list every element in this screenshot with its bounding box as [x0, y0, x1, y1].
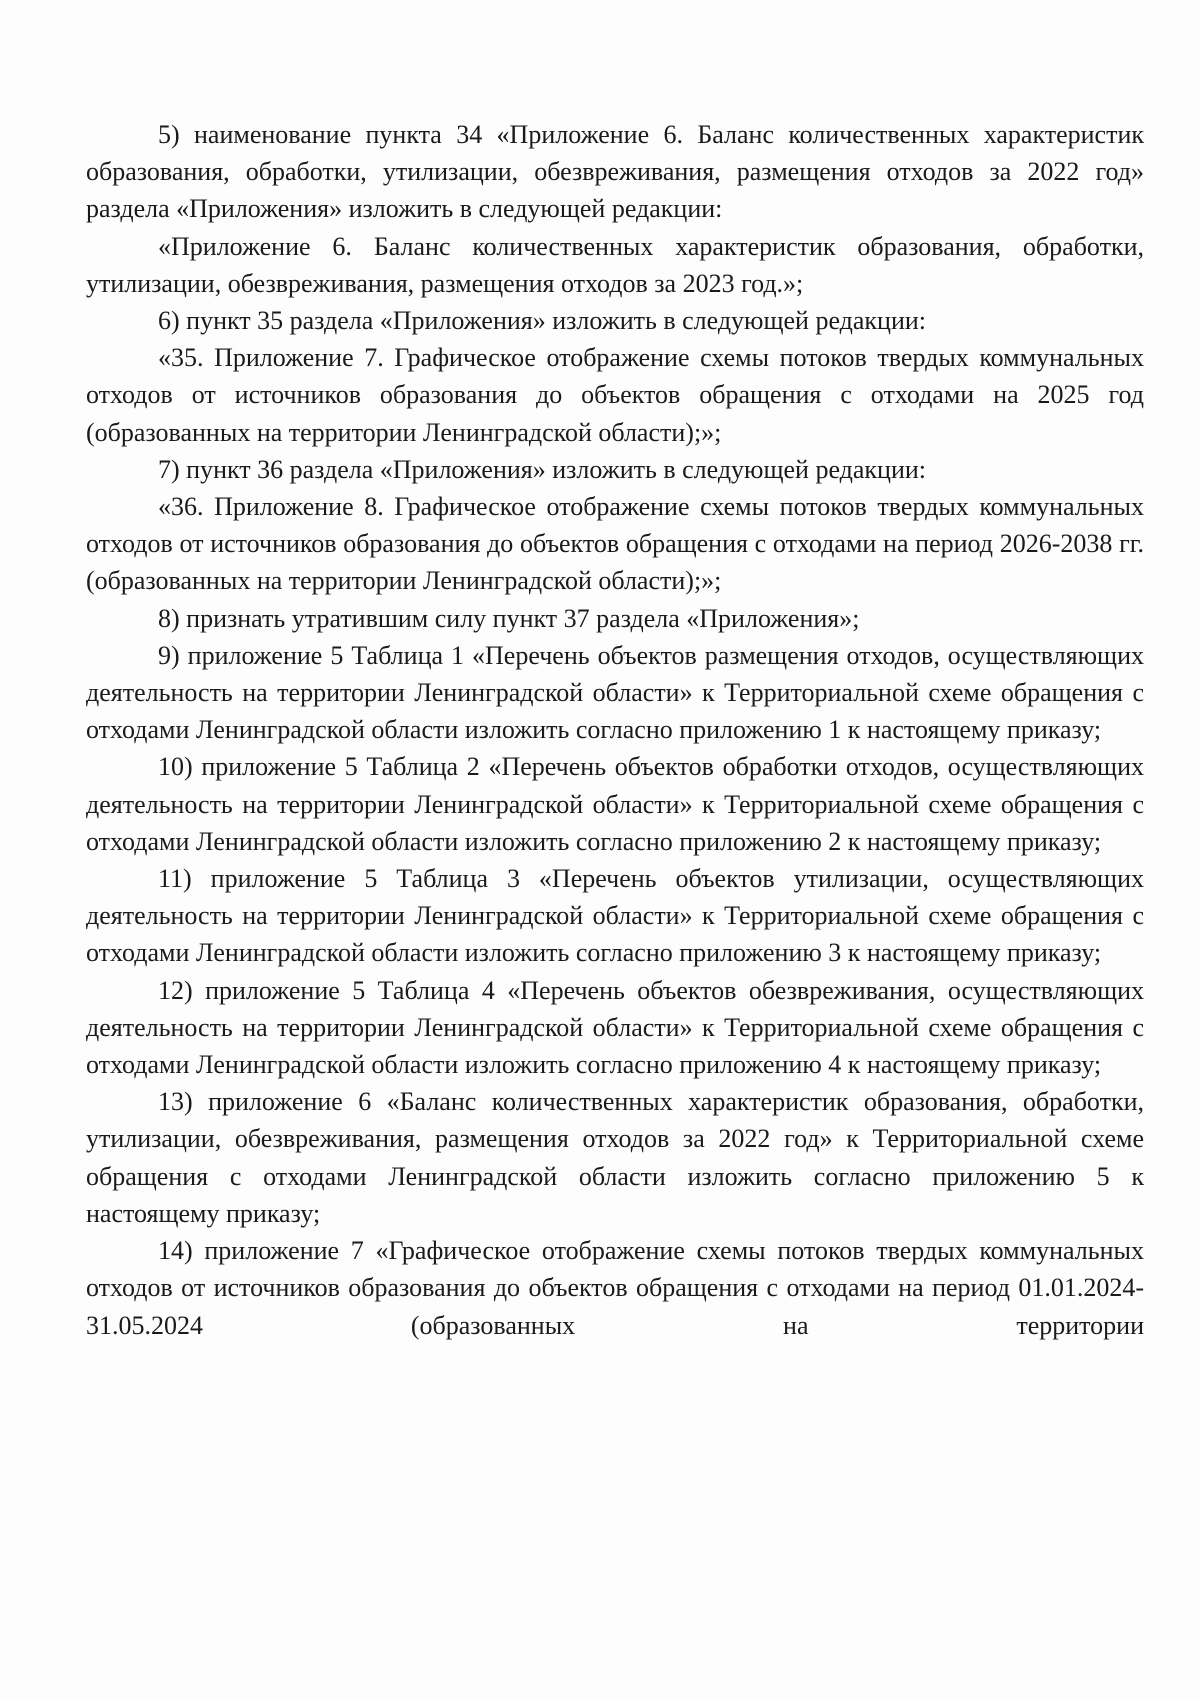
paragraph-item-10: 10) приложение 5 Таблица 2 «Перечень объектов обработки отходов, осуществляющих деятельность на территории Ленинградской области» к Территориальной схеме обращения с отходами Ленинградской области изложить согласно приложению 2 к настоящему приказу; — [86, 752, 1144, 856]
paragraph-item-8: 8) признать утратившим силу пункт 37 раздела «Приложения»; — [158, 603, 860, 633]
paragraph-item-12: 12) приложение 5 Таблица 4 «Перечень объектов обезвреживания, осуществляющих деятельность на территории Ленинградской области» к Территориальной схеме обращения с отходами Ленинградской области изложить согласно приложению 4 к настоящему приказу; — [86, 975, 1144, 1080]
paragraph-quote-appendix-6: «Приложение 6. Баланс количественных характеристик образования, обработки, утилизации, обезвреживания, размещения отходов за 2023 год.»; — [86, 231, 1144, 298]
paragraph-quote-36: «36. Приложение 8. Графическое отображение схемы потоков твердых коммунальных отходов от источников образования до объектов обращения с отходами на период 2026-2038 гг. (образованных на территории Ленинградской области);»; — [86, 492, 1144, 596]
paragraph-item-13: 13) приложение 6 «Баланс количественных характеристик образования, обработки, утилизации, обезвреживания, размещения отходов за 2022 год» к Территориальной схеме обращения с отходами Ленинградской области изложить согласно приложению 5 к настоящему приказу; — [86, 1087, 1144, 1228]
paragraph-item-7: 7) пункт 36 раздела «Приложения» изложить в следующей редакции: — [158, 454, 927, 484]
document-body — [86, 116, 1144, 1344]
paragraph-item-14: 14) приложение 7 «Графическое отображение схемы потоков твердых коммунальных отходов от источников образования до объектов обращения с отходами на период 01.01.2024-31.05.2024 (образованных на территории — [86, 1236, 1144, 1340]
paragraph-quote-35: «35. Приложение 7. Графическое отображение схемы потоков твердых коммунальных отходов от источников образования до объектов обращения с отходами на 2025 год (образованных на территории Ленинградской области);»; — [86, 343, 1144, 447]
paragraph-item-6: 6) пункт 35 раздела «Приложения» изложить в следующей редакции: — [158, 306, 927, 336]
paragraph-item-5: 5) наименование пункта 34 «Приложение 6. Баланс количественных характеристик образования, обработки, утилизации, обезвреживания, размещения отходов за 2022 год» раздела «Приложения» изложить в следующей редакции: — [86, 120, 1144, 224]
paragraph-item-11: 11) приложение 5 Таблица 3 «Перечень объектов утилизации, осуществляющих деятельность на территории Ленинградской области» к Территориальной схеме обращения с отходами Ленинградской области изложить согласно приложению 3 к настоящему приказу; — [86, 864, 1144, 968]
paragraph-item-9: 9) приложение 5 Таблица 1 «Перечень объектов размещения отходов, осуществляющих деятельность на территории Ленинградской области» к Территориальной схеме обращения с отходами Ленинградской области изложить согласно приложению 1 к настоящему приказу; — [86, 640, 1144, 745]
